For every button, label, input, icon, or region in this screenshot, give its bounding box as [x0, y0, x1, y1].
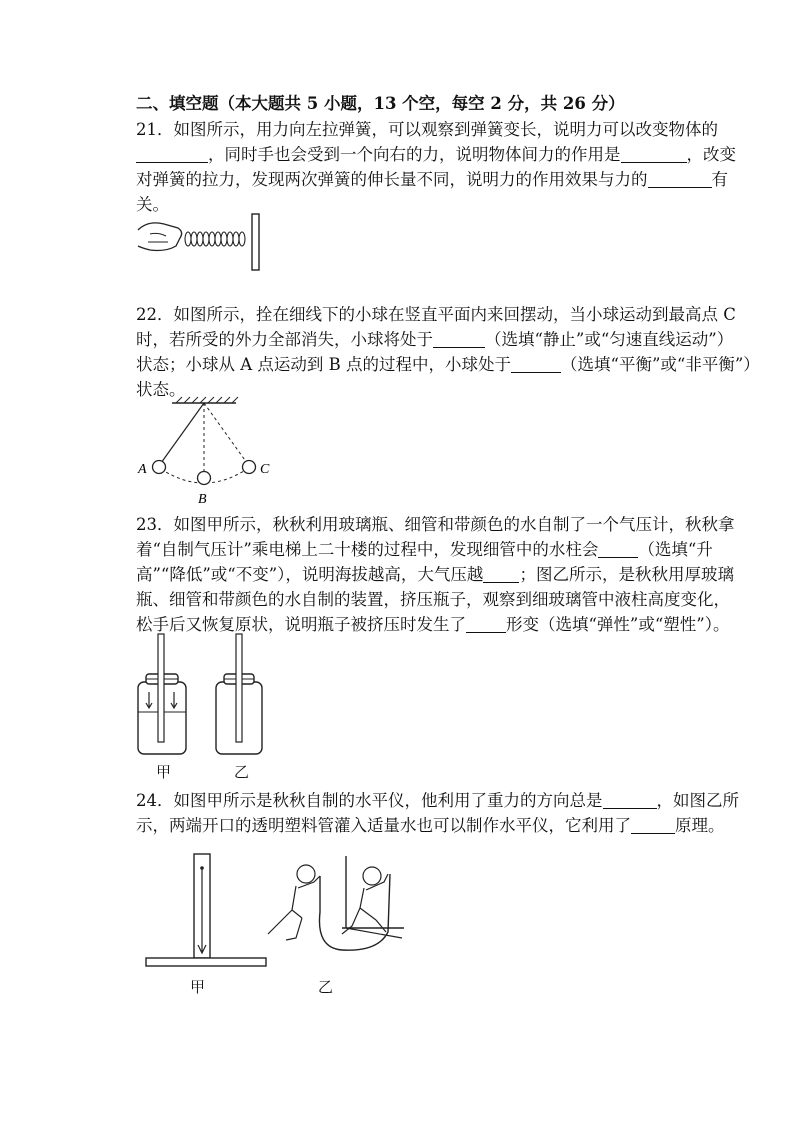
caption-jia: 甲	[156, 763, 172, 781]
q23-line-3-text: 高”“降低”或“不变”），说明海拔越高，大气压越	[136, 565, 484, 584]
ball-c-icon	[243, 461, 256, 474]
bottle-jia-icon	[138, 634, 186, 754]
q23-line-2	[136, 538, 713, 562]
ball-b-icon	[198, 472, 211, 485]
q23-line-5-tail: 形变（选填“弹性”或“塑性”）。	[506, 615, 730, 634]
q21-line-1: 21．如图所示，用力向左拉弹簧，可以观察到弹簧变长，说明力可以改变物体的	[136, 120, 718, 139]
section-heading: 二、填空题（本大题共 5 小题，13 个空，每空 2 分，共 26 分）	[136, 94, 625, 113]
q23-line-1: 23．如图甲所示，秋秋利用玻璃瓶、细管和带颜色的水自制了一个气压计，秋秋拿	[136, 515, 735, 534]
caption-yi: 乙	[234, 763, 250, 781]
q23-line-2-text: 着“自制气压计”乘电梯上二十楼的过程中，发现细管中的水柱会	[136, 540, 599, 559]
q22-line-3-text: 状态；小球从 A 点运动到 B 点的过程中，小球处于	[136, 355, 512, 374]
answer-blank[interactable]	[603, 792, 657, 809]
plumb-level-icon	[146, 854, 266, 966]
answer-blank[interactable]	[483, 566, 519, 583]
wall-icon	[252, 214, 259, 270]
q24-line-2	[136, 814, 725, 838]
q21-line-2	[136, 143, 736, 167]
q21-line-3-text: 对弹簧的拉力，发现两次弹簧的伸长量不同，说明力的作用效果与力的	[136, 170, 648, 189]
answer-blank[interactable]	[648, 171, 712, 188]
answer-blank[interactable]	[631, 817, 675, 834]
q24-line-1	[136, 789, 739, 813]
string-line	[161, 403, 204, 463]
caption-jia: 甲	[190, 978, 206, 996]
q24-line-1-text: 24．如图甲所示是秋秋自制的水平仪，他利用了重力的方向总是	[136, 791, 603, 810]
q22-line-1: 22．如图所示，拴在细线下的小球在竖直平面内来回摆动，当小球运动到最高点 C	[136, 305, 736, 324]
q23-line-3	[136, 563, 734, 587]
answer-blank[interactable]	[136, 146, 208, 163]
label-a: A	[138, 462, 147, 477]
pendulum-figure	[136, 395, 286, 510]
label-b: B	[198, 492, 207, 507]
q24-line-1-tail: ，如图乙所	[656, 791, 739, 810]
q24-line-2-text: 示，两端开口的透明塑料管灌入适量水也可以制作水平仪，它利用了	[136, 816, 631, 835]
q21-line-3	[136, 168, 728, 192]
barometer-bottles-figure	[136, 632, 266, 757]
answer-blank[interactable]	[433, 331, 485, 348]
q22-line-3	[136, 353, 760, 377]
level-instruments-figure	[146, 852, 406, 972]
spring-hand-figure	[136, 212, 266, 272]
q24-line-2-tail: 原理。	[675, 816, 725, 835]
label-c: C	[260, 462, 270, 477]
answer-blank[interactable]	[598, 541, 638, 558]
q22-line-2	[136, 328, 733, 352]
q22-line-2-text: 时，若所受的外力全部消失，小球将处于	[136, 330, 433, 349]
answer-blank[interactable]	[466, 616, 506, 633]
q23-line-2-tail: （选填“升	[638, 540, 713, 559]
answer-blank[interactable]	[511, 356, 561, 373]
q23-line-3-tail: ；图乙所示，是秋秋用厚玻璃	[519, 565, 734, 584]
spring-icon	[185, 232, 245, 246]
answer-blank[interactable]	[621, 146, 687, 163]
q22-line-3-tail: （选填“平衡”或“非平衡”）	[561, 355, 760, 374]
q22-line-2-tail: （选填“静止”或“匀速直线运动”）	[485, 330, 734, 349]
q21-line-2-tail: ，改变	[686, 145, 736, 164]
q23-line-5-text: 松手后又恢复原状，说明瓶子被挤压时发生了	[136, 615, 466, 634]
caption-yi: 乙	[318, 978, 334, 996]
q21-line-3-tail: 有	[711, 170, 728, 189]
bottle-yi-icon	[216, 634, 262, 754]
q21-line-4: 关。	[136, 195, 169, 214]
hand-icon	[138, 223, 182, 251]
water-tube-level-icon	[268, 856, 404, 950]
ball-a-icon	[153, 461, 166, 474]
q23-line-4: 瓶、细管和带颜色的水自制的装置，挤压瓶子，观察到细玻璃管中液柱高度变化，	[136, 590, 730, 609]
q21-line-2-text: ，同时手也会受到一个向右的力，说明物体间力的作用是	[208, 145, 621, 164]
q22-line-4: 状态。	[136, 380, 186, 399]
